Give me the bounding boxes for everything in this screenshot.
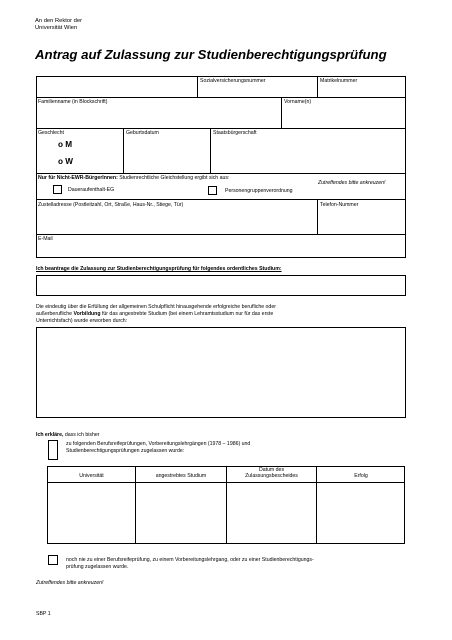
nie-zugelassen-checkbox[interactable]	[48, 555, 58, 565]
vorbildung-line-3: Unterrichtsfach) wurde erworben durch:	[36, 318, 128, 324]
erklaerung-option-1-line-2: Studienberechtigungsprüfungen zugelassen wurde:	[66, 448, 185, 454]
page-label: SBP 1	[36, 611, 51, 617]
geburtsdatum-label: Geburtsdatum	[126, 130, 159, 136]
studium-input[interactable]	[36, 275, 406, 296]
matrikel-input[interactable]	[318, 85, 405, 96]
antrag-heading: Ich beantrage die Zulassung zur Studienberechtigungsprüfung für folgendes ordentliches Studium:	[36, 266, 282, 272]
vorbildung-input[interactable]	[36, 327, 406, 418]
erklaerung-option-2-line-1: noch nie zu einer Berufsreifeprüfung, zu einem Vorbereitungslehrgang, oder zu einer Studienberechtigungs-	[66, 557, 314, 563]
erklaerung-option-1-line-1: zu folgenden Berufsreifeprüfungen, Vorbereitungslehrgängen (1978 – 1986) und	[66, 441, 251, 447]
email-label: E-Mail	[38, 236, 53, 242]
zugelassen-checkbox[interactable]	[48, 440, 58, 460]
staatsbuergerschaft-label: Staatsbürgerschaft	[213, 130, 257, 136]
table-cell-erfolg[interactable]	[317, 483, 404, 543]
telefon-input[interactable]	[318, 210, 405, 233]
erklaerung-heading: Ich erkläre, dass ich bisher	[36, 432, 100, 438]
sozialversicherung-input[interactable]	[198, 85, 316, 96]
personengruppen-label: Personengruppenverordnung	[225, 188, 293, 194]
zutreffendes-hint-2: Zutreffendes bitte ankreuzen!	[36, 580, 104, 586]
vorbildung-line-1: Die eindeutig über die Erfüllung der allgemeinen Schulpflicht hinausgehende erfolgreiche berufliche oder	[36, 304, 276, 310]
table-header-datum: Datum des Zulassungsbescheides	[245, 467, 298, 479]
daueraufenthalt-label: Daueraufenthalt-EG	[68, 187, 115, 193]
erklaerung-option-2-line-2: prüfung zugelassen wurde.	[66, 564, 129, 570]
page-title: Antrag auf Zulassung zur Studienberechtigungsprüfung	[35, 47, 387, 62]
geburtsdatum-input[interactable]	[124, 138, 209, 172]
address-line-2: Universität Wien	[35, 25, 78, 31]
zutreffendes-hint-1: Zutreffendes bitte ankreuzen!	[318, 180, 386, 186]
non-ewr-note: Nur für Nicht-EWR-BürgerInnen: Studienrechtliche Gleichstellung ergibt sich aus:	[38, 175, 230, 181]
matrikel-label: Matrikelnummer	[320, 78, 358, 84]
table-cell-studium[interactable]	[136, 483, 225, 543]
daueraufenthalt-checkbox[interactable]	[53, 185, 62, 194]
familienname-input[interactable]	[37, 107, 280, 127]
table-cell-universitaet[interactable]	[48, 483, 134, 543]
zustelladresse-input[interactable]	[37, 210, 316, 233]
geschlecht-label: Geschlecht	[38, 130, 64, 136]
familienname-label: Familienname (in Blockschrift)	[38, 99, 108, 105]
telefon-label: Telefon-Nummer	[320, 202, 359, 208]
vorname-label: Vorname(n)	[284, 99, 312, 105]
table-header-erfolg: Erfolg	[354, 473, 368, 479]
staatsbuergerschaft-input[interactable]	[211, 138, 405, 172]
vorname-input[interactable]	[282, 107, 405, 127]
gender-m-option[interactable]: o M	[58, 140, 73, 149]
table-header-universitaet: Universität	[79, 473, 104, 479]
table-header-studium: angestrebtes Studium	[155, 473, 207, 479]
address-line-1: An den Rektor der	[35, 18, 83, 24]
sozialversicherung-label: Sozialversicherungsnummer	[200, 78, 266, 84]
table-cell-datum[interactable]	[227, 483, 315, 543]
gender-w-option[interactable]: o W	[58, 157, 74, 166]
zustelladresse-label: Zustelladresse (Postleitzahl, Ort, Straße, Haus-Nr., Stiege, Tür)	[38, 202, 184, 208]
personengruppen-checkbox[interactable]	[208, 186, 217, 195]
email-input[interactable]	[37, 244, 405, 257]
vorbildung-line-2: außerberufliche Vorbildung für das angestrebte Studium (bei einem Lehramtsstudium nur für das erste	[36, 311, 274, 317]
